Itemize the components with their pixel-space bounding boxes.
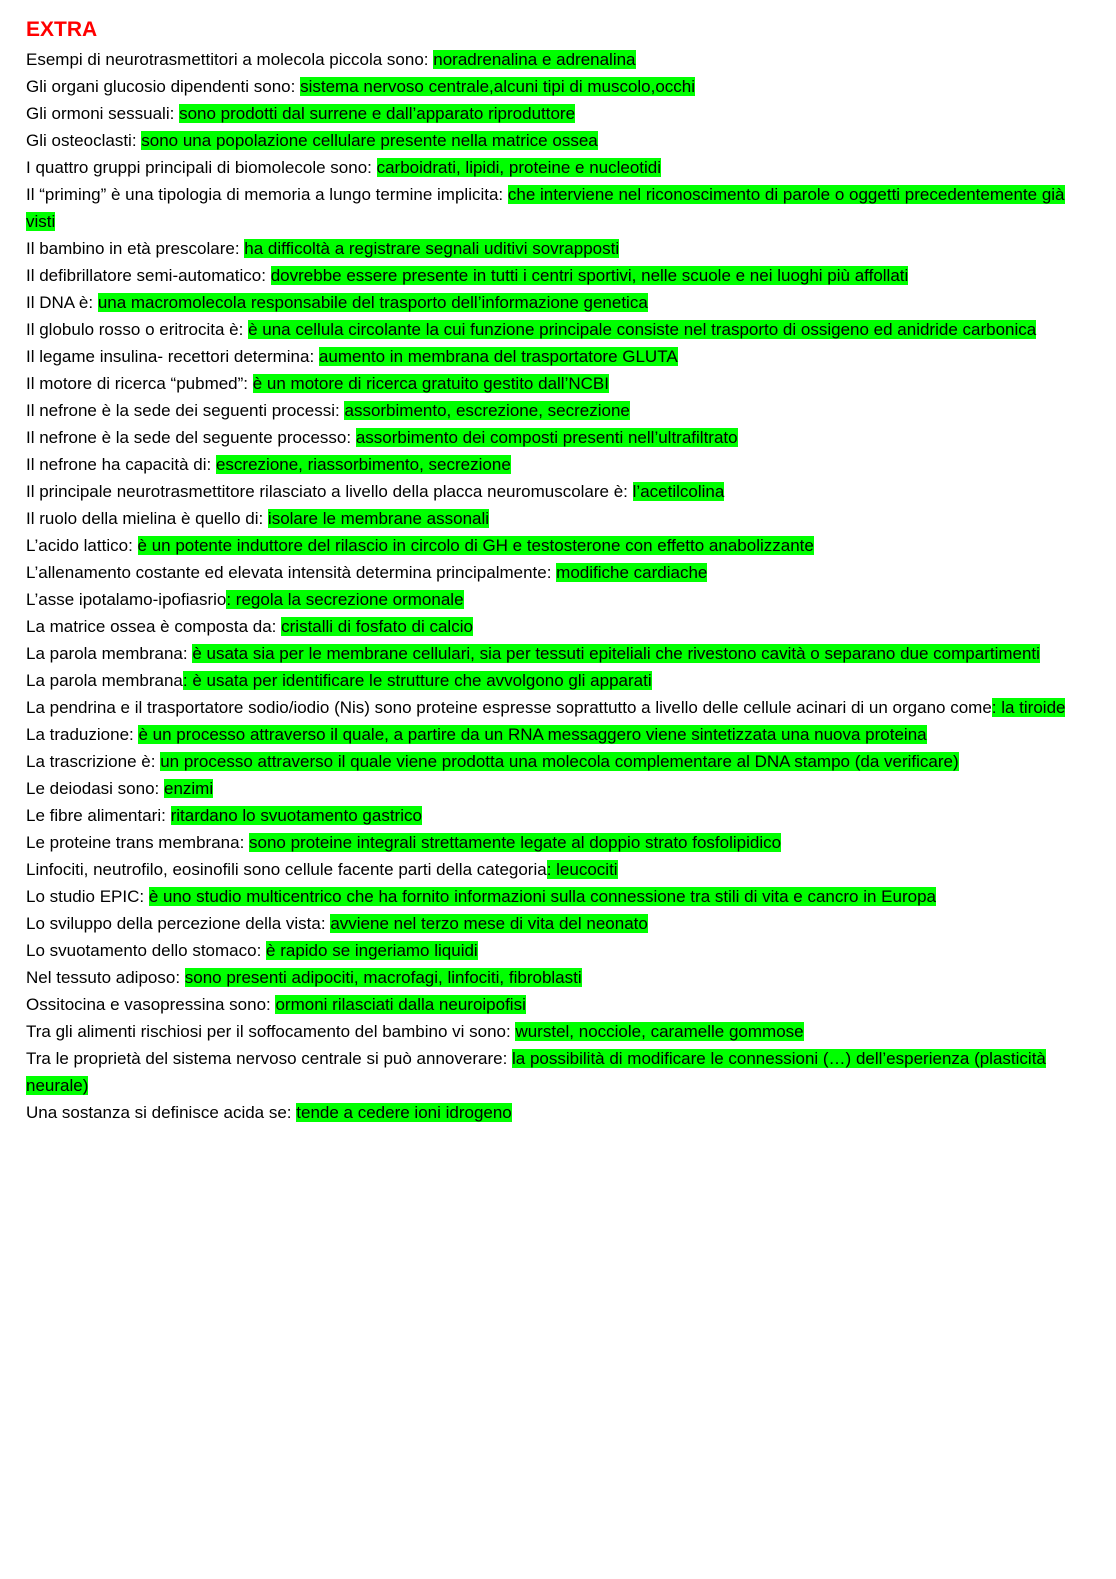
qa-item	[26, 100, 1096, 127]
qa-item	[26, 856, 1096, 883]
question-text: Il principale neurotrasmettitore rilasciato a livello della placca neuromuscolare è:	[26, 482, 633, 501]
qa-item	[26, 991, 1096, 1018]
question-text: Tra gli alimenti rischiosi per il soffocamento del bambino vi sono:	[26, 1022, 516, 1041]
document-page	[26, 14, 1096, 1126]
qa-item	[26, 532, 1096, 559]
question-text: I quattro gruppi principali di biomolecole sono:	[26, 158, 377, 177]
qa-item	[26, 586, 1096, 613]
question-text: Il “priming” è una tipologia di memoria a lungo termine implicita:	[26, 185, 508, 204]
answer-highlight: modifiche cardiache	[556, 563, 708, 582]
answer-highlight: tende a cedere ioni idrogeno	[296, 1103, 512, 1122]
answer-highlight: è uno studio multicentrico che ha fornito informazioni sulla connessione tra stili di vita e cancro in Europa	[148, 887, 936, 906]
answer-highlight: noradrenalina e adrenalina	[433, 50, 636, 69]
answer-highlight: è un motore di ricerca gratuito gestito dall’NCBI	[252, 374, 609, 393]
question-text: Tra le proprietà del sistema nervoso centrale si può annoverare:	[26, 1049, 513, 1068]
answer-highlight: ritardano lo svuotamento gastrico	[170, 806, 422, 825]
question-text: Nel tessuto adiposo:	[26, 968, 185, 987]
question-text: Il nefrone ha capacità di:	[26, 455, 216, 474]
answer-highlight: dovrebbe essere presente in tutti i centri sportivi, nelle scuole e nei luoghi più affollati	[270, 266, 909, 285]
answer-highlight: è rapido se ingeriamo liquidi	[266, 941, 478, 960]
answer-highlight: assorbimento, escrezione, secrezione	[344, 401, 630, 420]
answer-highlight: che interviene nel riconoscimento di parole o oggetti precedentemente già visti	[26, 185, 1065, 231]
answer-highlight: carboidrati, lipidi, proteine e nucleotidi	[376, 158, 662, 177]
question-text: Le fibre alimentari:	[26, 806, 171, 825]
qa-item	[26, 397, 1096, 424]
qa-item	[26, 910, 1096, 937]
question-text: Gli ormoni sessuali:	[26, 104, 180, 123]
question-text: L’asse ipotalamo-ipofiasrio	[26, 590, 227, 609]
answer-highlight: l’acetilcolina	[632, 482, 725, 501]
qa-item	[26, 181, 1096, 235]
answer-highlight: aumento in membrana del trasportatore GLUTA	[318, 347, 678, 366]
question-text: La parola membrana	[26, 671, 183, 690]
qa-item	[26, 451, 1096, 478]
question-text: Il globulo rosso o eritrocita è:	[26, 320, 249, 339]
page-heading: EXTRA	[26, 18, 98, 41]
answer-highlight: : regola la secrezione ormonale	[226, 590, 464, 609]
answer-highlight: isolare le membrane assonali	[267, 509, 490, 528]
answer-highlight: la possibilità di modificare le connessioni (…) dell’esperienza (plasticità neurale)	[26, 1049, 1046, 1095]
answer-highlight: è usata sia per le membrane cellulari, sia per tessuti epiteliali che rivestono cavità o separano due compartimenti	[192, 644, 1040, 663]
qa-item	[26, 667, 1096, 694]
qa-item	[26, 559, 1096, 586]
qa-item	[26, 478, 1096, 505]
qa-item	[26, 262, 1096, 289]
qa-item	[26, 1099, 1096, 1126]
qa-item	[26, 316, 1096, 343]
qa-item	[26, 424, 1096, 451]
answer-highlight: è un processo attraverso il quale, a partire da un RNA messaggero viene sintetizzata una nuova proteina	[138, 725, 927, 744]
answer-highlight: è una cellula circolante la cui funzione principale consiste nel trasporto di ossigeno ed anidride carbonica	[248, 320, 1037, 339]
qa-item	[26, 235, 1096, 262]
qa-item	[26, 46, 1096, 73]
answer-highlight: ormoni rilasciati dalla neuroipofisi	[275, 995, 526, 1014]
qa-item	[26, 694, 1096, 721]
qa-item	[26, 829, 1096, 856]
qa-item	[26, 964, 1096, 991]
question-text: Il bambino in età prescolare:	[26, 239, 245, 258]
qa-item	[26, 613, 1096, 640]
answer-highlight: cristalli di fosfato di calcio	[281, 617, 473, 636]
question-text: Esempi di neurotrasmettitori a molecola piccola sono:	[26, 50, 434, 69]
question-text: Gli organi glucosio dipendenti sono:	[26, 77, 301, 96]
qa-item	[26, 721, 1096, 748]
answer-highlight: ha difficoltà a registrare segnali uditivi sovrapposti	[244, 239, 620, 258]
qa-item	[26, 154, 1096, 181]
qa-item	[26, 937, 1096, 964]
answer-highlight: : è usata per identificare le strutture che avvolgono gli apparati	[182, 671, 652, 690]
answer-highlight: sono prodotti dal surrene e dall’apparato riproduttore	[179, 104, 576, 123]
question-text: Una sostanza si definisce acida se:	[26, 1103, 297, 1122]
question-text: Lo sviluppo della percezione della vista:	[26, 914, 331, 933]
qa-item	[26, 883, 1096, 910]
question-text: Il motore di ricerca “pubmed”:	[26, 374, 253, 393]
answer-highlight: sistema nervoso centrale,alcuni tipi di muscolo,occhi	[300, 77, 696, 96]
question-text: La traduzione:	[26, 725, 139, 744]
question-text: Il defibrillatore semi-automatico:	[26, 266, 271, 285]
qa-item	[26, 802, 1096, 829]
answer-highlight: avviene nel terzo mese di vita del neonato	[330, 914, 648, 933]
answer-highlight: una macromolecola responsabile del trasporto dell’informazione genetica	[97, 293, 648, 312]
question-text: Gli osteoclasti:	[26, 131, 142, 150]
qa-item	[26, 640, 1096, 667]
question-text: Il legame insulina- recettori determina:	[26, 347, 319, 366]
answer-highlight: : leucociti	[546, 860, 618, 879]
answer-highlight: è un potente induttore del rilascio in circolo di GH e testosterone con effetto anabolizzante	[137, 536, 814, 555]
qa-item	[26, 73, 1096, 100]
qa-item	[26, 127, 1096, 154]
question-text: La trascrizione è:	[26, 752, 161, 771]
qa-item	[26, 1018, 1096, 1045]
question-text: Il nefrone è la sede del seguente processo:	[26, 428, 356, 447]
qa-item	[26, 748, 1096, 775]
question-text: Linfociti, neutrofilo, eosinofili sono cellule facente parti della categoria	[26, 860, 547, 879]
qa-list	[26, 46, 1096, 1126]
answer-highlight: enzimi	[164, 779, 214, 798]
question-text: Le deiodasi sono:	[26, 779, 164, 798]
answer-highlight: un processo attraverso il quale viene prodotta una molecola complementare al DNA stampo (da verificare)	[160, 752, 959, 771]
question-text: Lo studio EPIC:	[26, 887, 149, 906]
question-text: Il DNA è:	[26, 293, 98, 312]
question-text: Il nefrone è la sede dei seguenti processi:	[26, 401, 345, 420]
question-text: La parola membrana:	[26, 644, 193, 663]
qa-item	[26, 505, 1096, 532]
qa-item	[26, 289, 1096, 316]
answer-highlight: sono proteine integrali strettamente legate al doppio strato fosfolipidico	[249, 833, 782, 852]
question-text: L’acido lattico:	[26, 536, 138, 555]
question-text: La matrice ossea è composta da:	[26, 617, 282, 636]
answer-highlight: sono una popolazione cellulare presente nella matrice ossea	[141, 131, 598, 150]
question-text: Le proteine trans membrana:	[26, 833, 250, 852]
question-text: Il ruolo della mielina è quello di:	[26, 509, 268, 528]
answer-highlight: assorbimento dei composti presenti nell’ultrafiltrato	[355, 428, 738, 447]
answer-highlight: wurstel, nocciole, caramelle gommose	[515, 1022, 804, 1041]
qa-item	[26, 370, 1096, 397]
question-text: Ossitocina e vasopressina sono:	[26, 995, 276, 1014]
question-text: La pendrina e il trasportatore sodio/iodio (Nis) sono proteine espresse soprattutto a livello delle cellule acinari di un organo come	[26, 698, 992, 717]
qa-item	[26, 343, 1096, 370]
question-text: L’allenamento costante ed elevata intensità determina principalmente:	[26, 563, 557, 582]
qa-item	[26, 1045, 1096, 1099]
qa-item	[26, 775, 1096, 802]
answer-highlight: sono presenti adipociti, macrofagi, linfociti, fibroblasti	[184, 968, 582, 987]
answer-highlight: : la tiroide	[991, 698, 1066, 717]
question-text: Lo svuotamento dello stomaco:	[26, 941, 267, 960]
answer-highlight: escrezione, riassorbimento, secrezione	[215, 455, 511, 474]
